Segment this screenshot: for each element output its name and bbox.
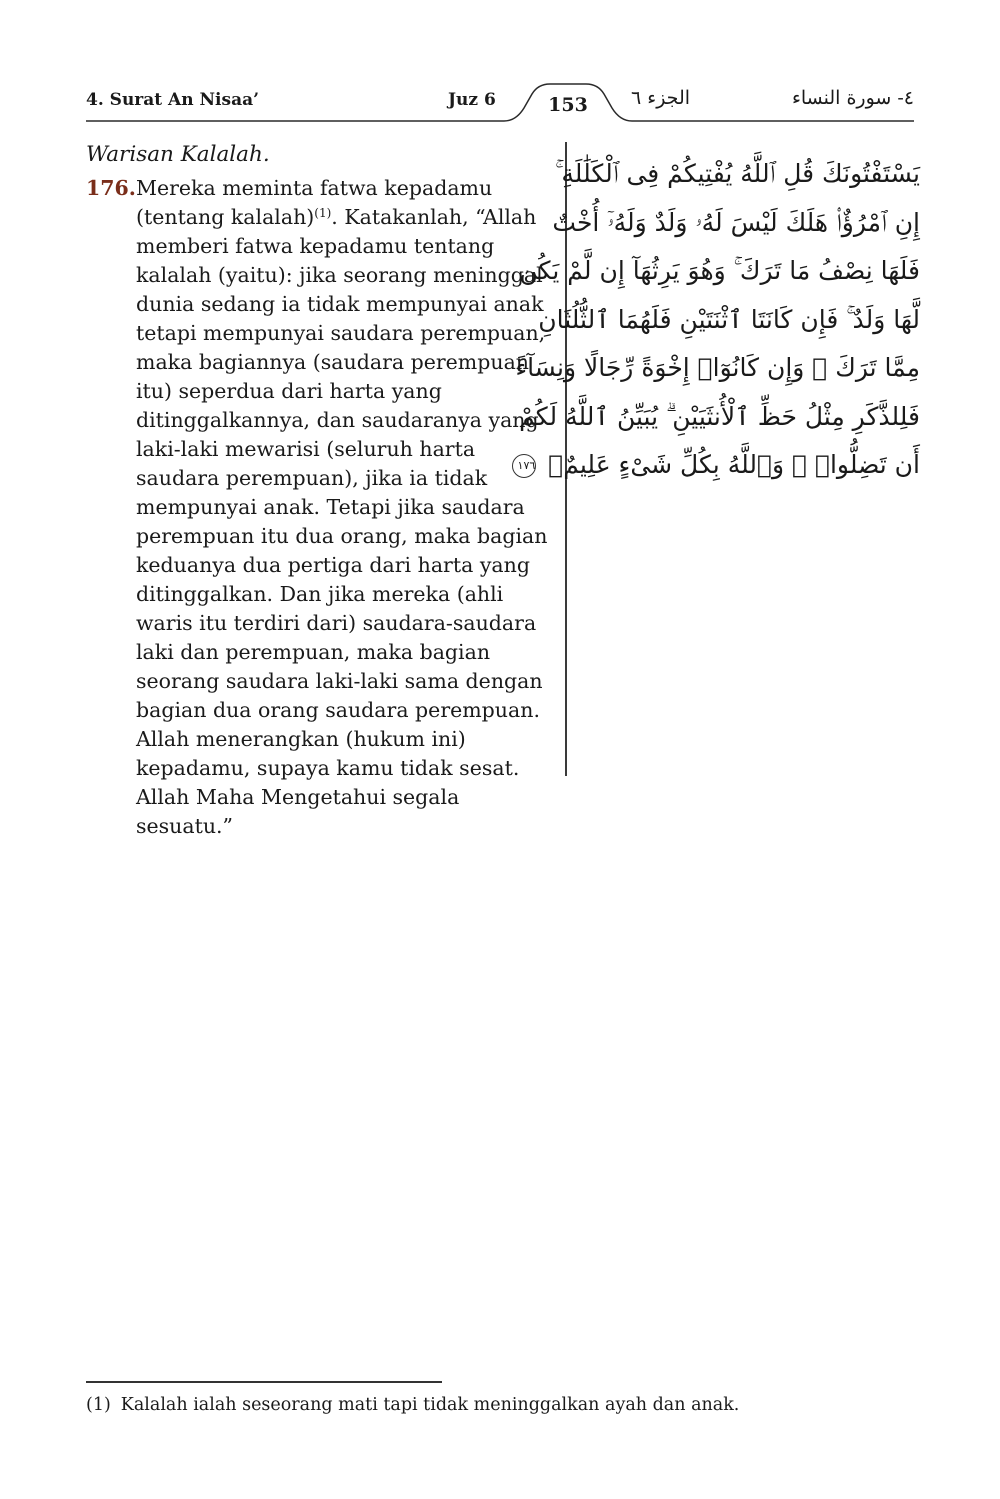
arabic-line: مِمَّا تَرَكَ ۚ وَإِن كَانُوٓا۟ إِخْوَةً رِّجَالًا وَنِسَآءً <box>515 353 920 382</box>
verse-text-part1: Mereka meminta fatwa kepadamu (tentang kalalah) <box>136 176 493 229</box>
header-juz-latin: Juz 6 <box>448 90 496 110</box>
verse-translation <box>86 174 560 841</box>
verse-number: 176. <box>86 176 136 200</box>
header-surah-latin: 4. Surat An Nisaa’ <box>86 90 260 110</box>
arabic-column <box>515 150 920 490</box>
arabic-line: فَلَهَا نِصْفُ مَا تَرَكَ ۚ وَهُوَ يَرِثُهَآ إِن لَّمْ يَكُن <box>519 256 920 285</box>
footnote-text: Kalalah ialah seseorang mati tapi tidak meninggalkan ayah dan anak. <box>120 1395 740 1415</box>
arabic-line: يَسْتَفْتُونَكَ قُلِ ٱللَّهُ يُفْتِيكُمْ فِى ٱلْكَلَٰلَةِ ۚ <box>555 159 920 188</box>
section-title: Warisan Kalalah. <box>86 142 270 167</box>
translation-column <box>86 140 560 841</box>
verse-text <box>136 174 560 841</box>
page-header <box>86 78 914 138</box>
footnote-rule <box>86 1381 442 1383</box>
arabic-line: فَلِلذَّكَرِ مِثْلُ حَظِّ ٱلْأُنثَيَيْنِ ۗ يُبَيِّنُ ٱللَّهُ لَكُمْ <box>519 401 920 431</box>
verse-text-part2: . Katakanlah, “Allah memberi fatwa kepadamu tentang kalalah (yaitu): jika seorang meninggal dunia sedang ia tidak mempunyai anak tetapi mempunyai saudara perempuan, maka bagiannya (saudara perempuan itu) seperdua dari harta yang ditinggalkannya, dan saudaranya yang laki-laki mewarisi (seluruh harta saudara perempuan), jika ia tidak mempunyai anak. Tetapi jika saudara perempuan itu dua orang, maka bagian keduanya dua pertiga dari harta yang ditinggalkan. Dan jika mereka (ahli waris itu terdiri dari) saudara-saudara laki dan perempuan, maka bagian seorang saudara laki-laki sama dengan bagian dua orang saudara perempuan. Allah menerangkan (hukum ini) kepadamu, supaya kamu tidak sesat. Allah Maha Mengetahui segala sesuatu.” <box>136 205 548 838</box>
footnote-marker: (1) <box>86 1395 111 1415</box>
page-number: 153 <box>548 94 588 116</box>
header-surah-arabic: ٤- سورة النساء <box>791 87 914 109</box>
arabic-line-last <box>517 441 920 490</box>
arabic-line: إِنِ ٱمْرُؤٌا۟ هَلَكَ لَيْسَ لَهُۥ وَلَدٌ وَلَهُۥٓ أُخْتٌ <box>552 207 920 237</box>
footnote-reference[interactable]: (1) <box>314 206 332 220</box>
arabic-line: لَّهَا وَلَدٌ ۚ فَإِن كَانَتَا ٱثْنَتَيْنِ فَلَهُمَا ٱلثُّلُثَانِ <box>538 304 920 334</box>
header-juz-arabic: الجزء ٦ <box>631 87 691 109</box>
ayah-number-icon: ١٧٦ <box>512 454 536 478</box>
footnote <box>86 1395 739 1415</box>
arabic-line-text: أَن تَضِلُّوا۟ ۗ وَٱللَّهُ بِكُلِّ شَىْءٍ عَلِيمٌۢ <box>548 450 920 479</box>
